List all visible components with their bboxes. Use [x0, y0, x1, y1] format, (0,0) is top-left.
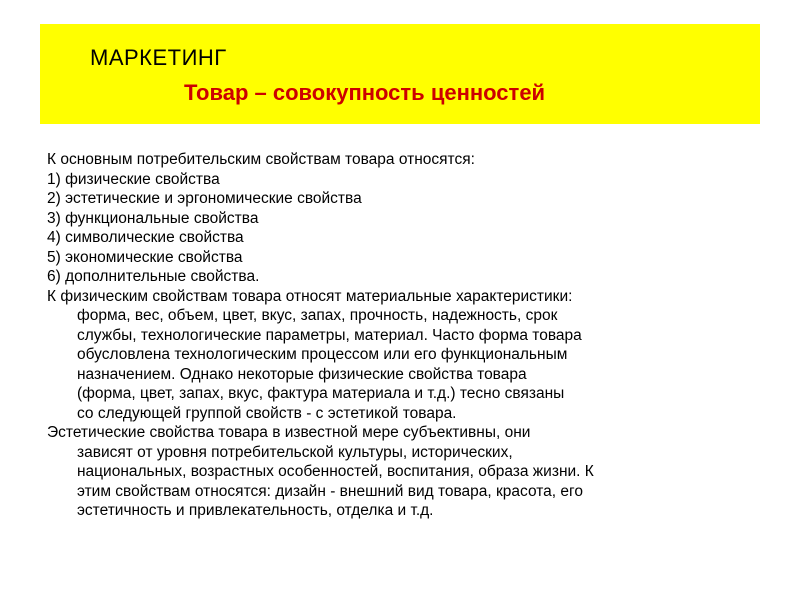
text-line: назначением. Однако некоторые физические свойства товара: [77, 365, 527, 383]
list-item: 2) эстетические и эргономические свойства: [47, 190, 362, 207]
list-item: 1) физические свойства: [47, 170, 220, 188]
text-line: национальных, возрастных особенностей, воспитания, образа жизни. К: [77, 463, 594, 480]
list-item: 6) дополнительные свойства.: [47, 268, 260, 285]
text-line: зависят от уровня потребительской культуры, исторических,: [77, 443, 513, 461]
text-line: эстетичность и привлекательность, отделка и т.д.: [77, 502, 434, 519]
list-item: 3) функциональные свойства: [47, 209, 259, 227]
list-item: 5) экономические свойства: [47, 248, 243, 266]
text-line: К основным потребительским свойствам товара относятся:: [47, 151, 475, 168]
text-line: обусловлена технологическим процессом или его функциональным: [77, 346, 568, 363]
text-line: К физическим свойствам товара относят материальные характеристики:: [47, 287, 573, 305]
text-line: этим свойствам относятся: дизайн - внешний вид товара, красота, его: [77, 482, 583, 500]
body-text: [47, 150, 759, 521]
slide-title: МАРКЕТИНГ: [90, 45, 227, 70]
text-line: (форма, цвет, запах, вкус, фактура материала и т.д.) тесно связаны: [77, 385, 565, 402]
text-line: службы, технологические параметры, материал. Часто форма товара: [77, 326, 582, 344]
text-line: со следующей группой свойств - с эстетикой товара.: [77, 404, 457, 422]
list-item: 4) символические свойства: [47, 229, 244, 246]
text-line: форма, вес, объем, цвет, вкус, запах, прочность, надежность, срок: [77, 307, 558, 324]
title-banner: [40, 24, 760, 124]
slide-subtitle: Товар – совокупность ценностей: [184, 80, 546, 105]
text-line: Эстетические свойства товара в известной мере субъективны, они: [47, 424, 531, 441]
